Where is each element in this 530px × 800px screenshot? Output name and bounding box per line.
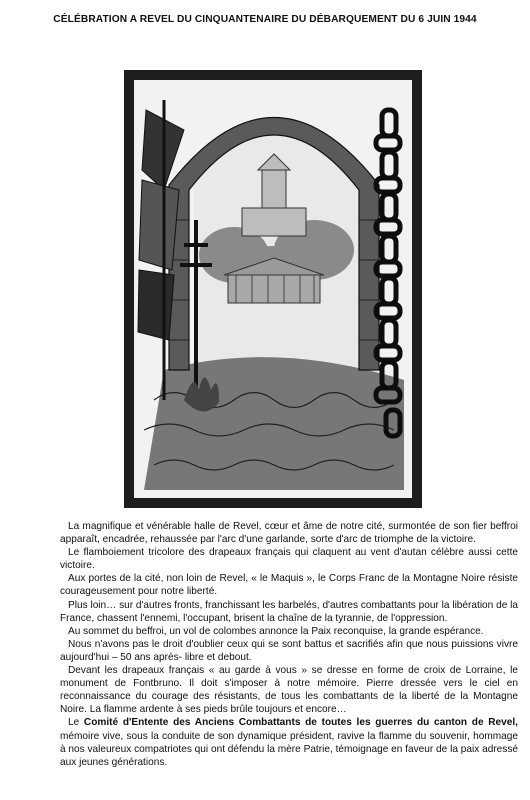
paragraph: Nous n'avons pas le droit d'oublier ceux qui se sont battus et sacrifiés afin que nous puissions vivre aujourd'hui – 50 ans après- libre et debout. [60, 638, 518, 663]
page-title: CÉLÉBRATION A REVEL DU CINQUANTENAIRE DU DÉBARQUEMENT DU 6 JUIN 1944 [53, 14, 477, 25]
paragraph: Le flamboiement tricolore des drapeaux français qui claquent au vent d'autan célèbre aussi cette victoire. [60, 547, 518, 572]
closing-rest: mémoire vive, sous la conduite de son dynamique président, ravive la flamme du souvenir, hommage à nos valeureux compatriotes qui ont défendu la mère Patrie, témoignage en faveur de la paix adressé aux jeunes générations. [60, 730, 518, 768]
paragraph: Aux portes de la cité, non loin de Revel, « le Maquis », le Corps Franc de la Montagne Noire résiste courageusement pour notre liberté. [60, 573, 518, 598]
paragraph: Au sommet du beffroi, un vol de colombes annonce la Paix reconquise, la grande espérance. [68, 625, 484, 637]
paragraph: Plus loin… sur d'autres fronts, franchissant les barbelés, d'autres combattants pour la libération de la France, chassent l'ennemi, l'occupant, brisent la chaîne de la tyrannie, de l'oppression. [60, 599, 518, 624]
paragraph: Devant les drapeaux français « au garde à vous » se dresse en forme de croix de Lorraine, le monument de Fontbruno. Il doit s'imposer à notre mémoire. Pierre dressée vers le ciel en reconnaissance du courage des résistants, de tous les combattants de la liberté de la Montagne Noire. La flamme ardente à ses pieds brûle toujours et encore… [60, 665, 518, 716]
committee-name: Comité d'Entente des Anciens Combattants de toutes les guerres du canton de Revel, [83, 717, 518, 729]
closing-prefix: Le [68, 717, 84, 729]
painting-image [124, 70, 422, 508]
article-body [60, 520, 518, 769]
closing-paragraph [60, 716, 518, 768]
painting-illustration [124, 70, 422, 508]
paragraph: La magnifique et vénérable halle de Revel, cœur et âme de notre cité, surmontée de son fier beffroi apparaît, encadrée, rehaussée par l'arc d'une garlande, sorte d'arc de triomphe de la victoire. [60, 521, 518, 546]
